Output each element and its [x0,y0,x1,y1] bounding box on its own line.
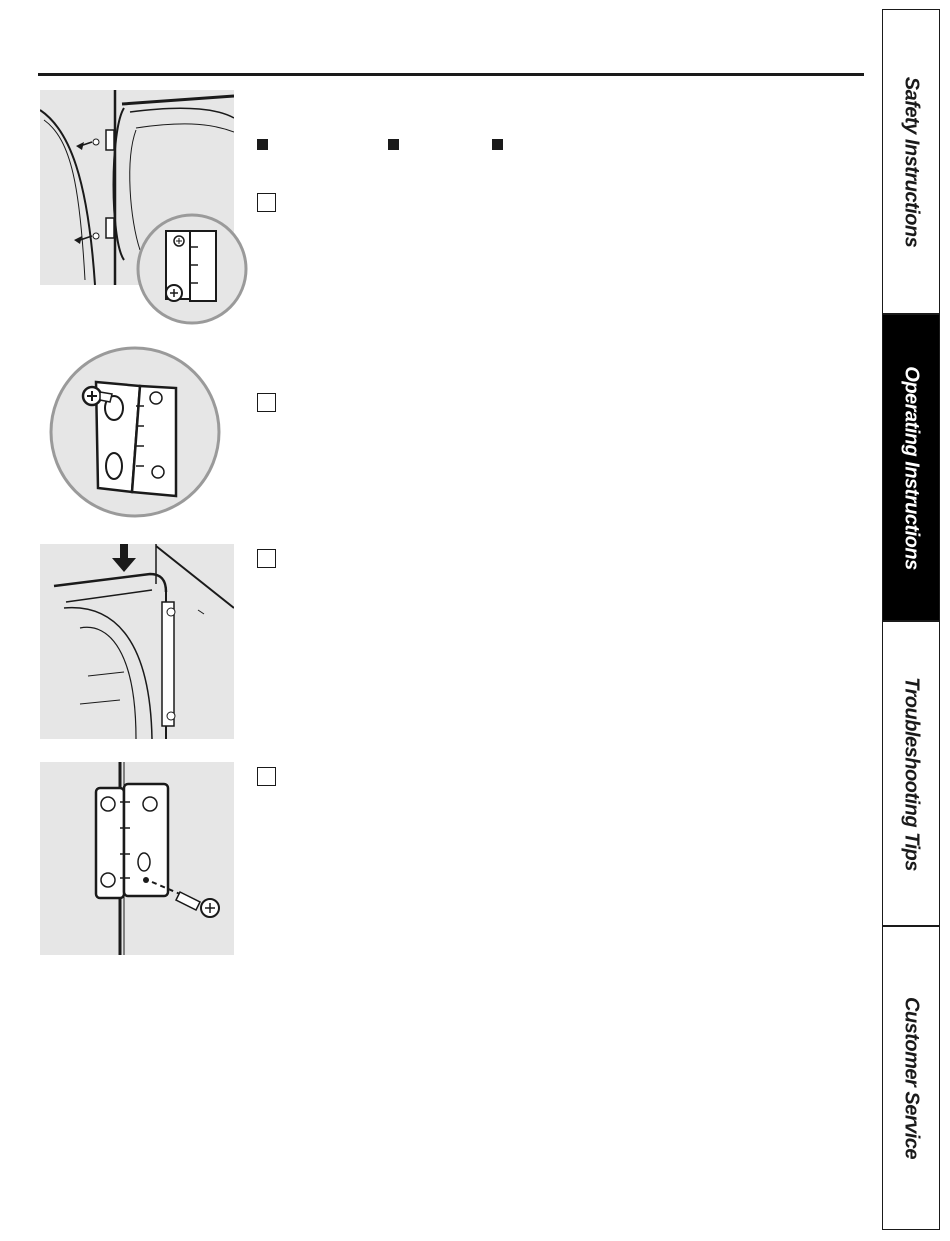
tab-operating-instructions[interactable] [882,314,940,621]
tab-label: Safety Instructions [900,76,923,247]
bullet-marker [492,139,503,150]
cabinet-hinge-figure [40,544,234,739]
bullet-marker [257,139,268,150]
tab-safety-instructions[interactable] [882,9,940,314]
step-checkbox [257,393,276,412]
step-checkbox [257,549,276,568]
tab-label: Customer Service [900,996,923,1160]
hinge-screw-figure [40,762,234,955]
step-checkbox [257,193,276,212]
step-checkbox [257,767,276,786]
tab-label: Operating Instructions [900,365,923,570]
header-rule [38,73,864,76]
bullet-marker [388,139,399,150]
bullet-row [257,139,857,151]
hinge-inset-circle [136,213,248,325]
tab-label: Troubleshooting Tips [900,676,923,871]
hinge-closeup-figure [48,346,222,518]
tab-troubleshooting-tips[interactable] [882,621,940,926]
tab-customer-service[interactable] [882,926,940,1230]
